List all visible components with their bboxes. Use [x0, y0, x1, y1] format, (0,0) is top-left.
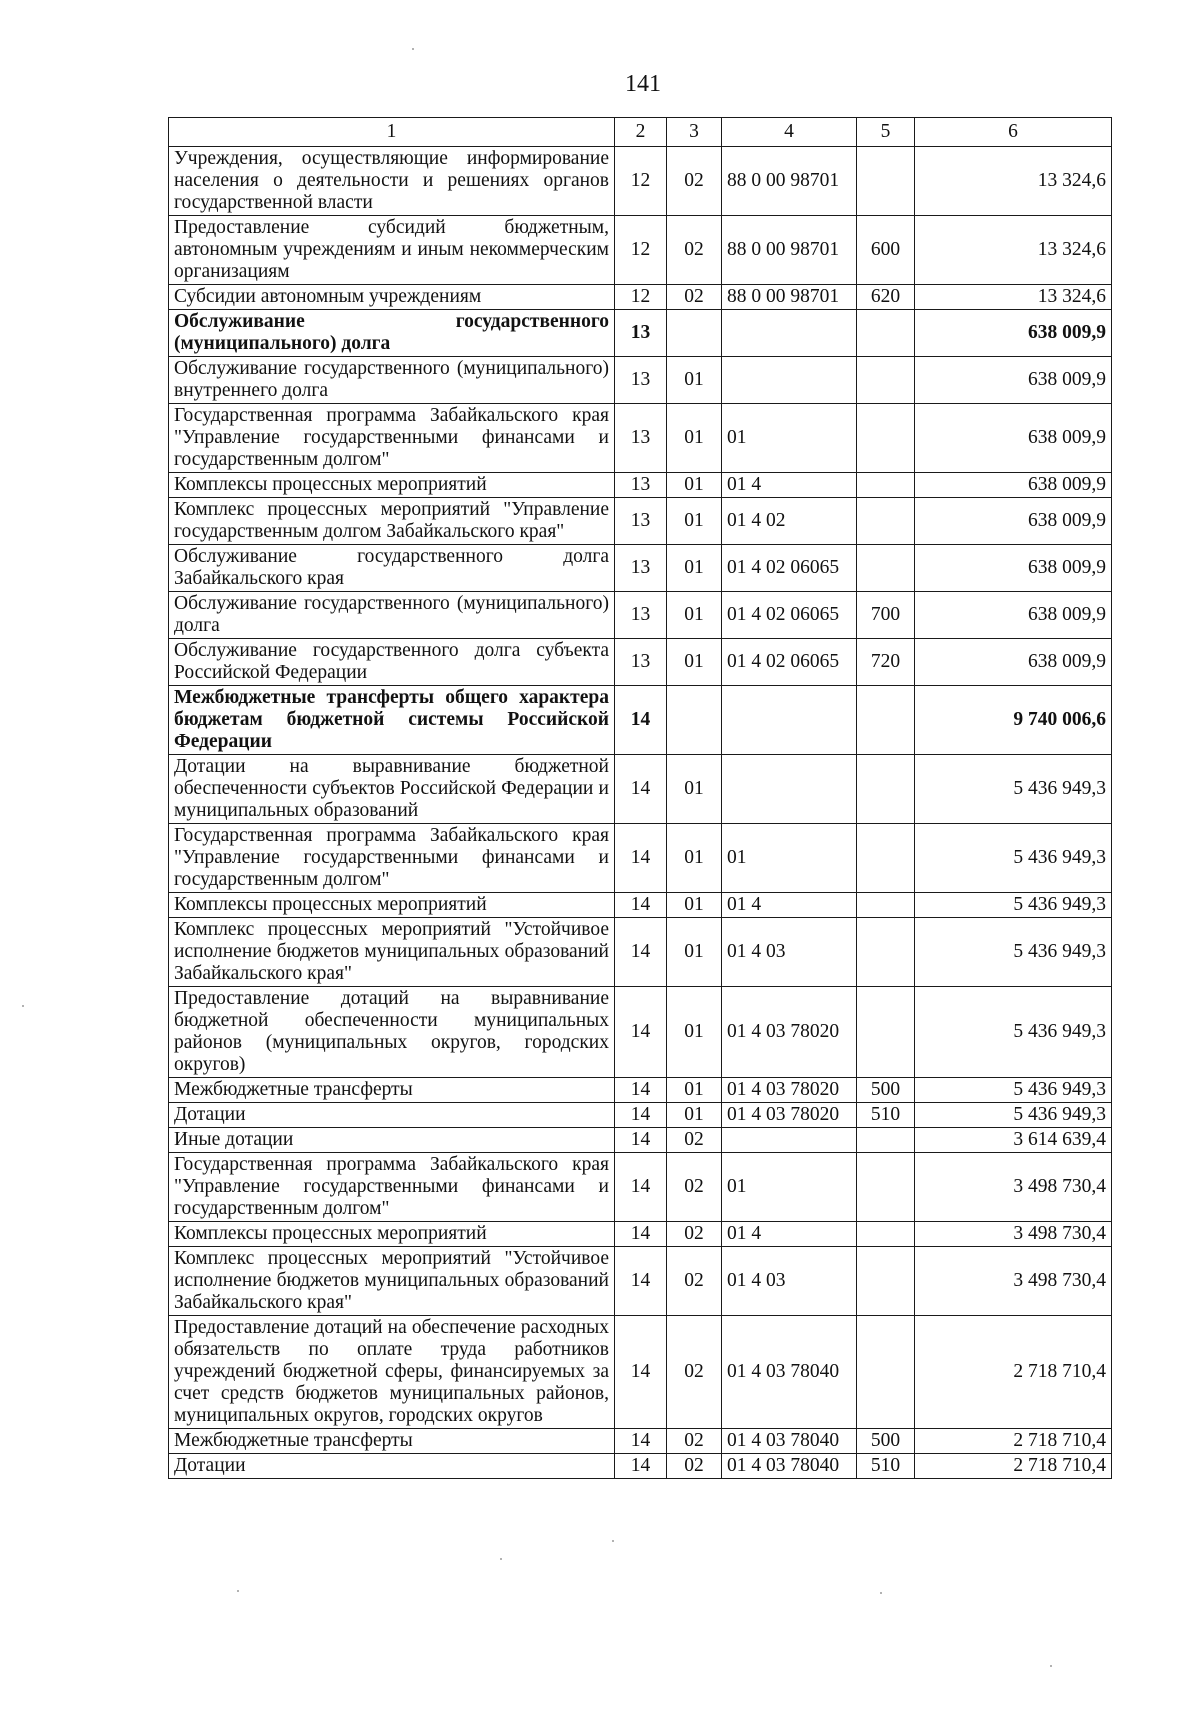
- table-row: [169, 357, 1112, 404]
- row-name: Межбюджетные трансферты: [169, 1078, 615, 1103]
- row-expense-type: 510: [857, 1454, 915, 1479]
- row-expense-type: [857, 1247, 915, 1316]
- row-subsection: 01: [667, 357, 722, 404]
- row-expense-type: [857, 824, 915, 893]
- row-section: 14: [615, 1078, 667, 1103]
- scan-speck: [22, 1005, 24, 1007]
- row-section: 12: [615, 216, 667, 285]
- row-subsection: 01: [667, 918, 722, 987]
- row-subsection: 01: [667, 404, 722, 473]
- row-expense-type: 500: [857, 1429, 915, 1454]
- row-target-article: 01 4 02 06065: [722, 545, 857, 592]
- row-name: Предоставление дотаций на выравнивание бюджетной обеспеченности муниципальных районов (муниципальных округов, городских округов): [169, 987, 615, 1078]
- row-amount: 638 009,9: [915, 498, 1112, 545]
- row-section: 14: [615, 1316, 667, 1429]
- row-expense-type: [857, 1128, 915, 1153]
- row-section: 12: [615, 285, 667, 310]
- row-expense-type: 700: [857, 592, 915, 639]
- row-amount: 638 009,9: [915, 357, 1112, 404]
- table-row: [169, 473, 1112, 498]
- scan-speck: [612, 1540, 614, 1542]
- row-amount: 3 498 730,4: [915, 1153, 1112, 1222]
- row-target-article: [722, 686, 857, 755]
- row-target-article: [722, 310, 857, 357]
- row-section: 14: [615, 893, 667, 918]
- budget-table: [168, 117, 1112, 1479]
- row-subsection: 01: [667, 498, 722, 545]
- row-section: 13: [615, 473, 667, 498]
- row-target-article: 01 4 03 78020: [722, 987, 857, 1078]
- row-section: 14: [615, 1247, 667, 1316]
- table-row: [169, 639, 1112, 686]
- row-name: Иные дотации: [169, 1128, 615, 1153]
- row-name: Государственная программа Забайкальского края "Управление государственными финансами и государственным долгом": [169, 1153, 615, 1222]
- row-subsection: 01: [667, 1078, 722, 1103]
- row-expense-type: [857, 357, 915, 404]
- table-row: [169, 755, 1112, 824]
- scan-speck: [500, 1558, 502, 1560]
- row-expense-type: [857, 473, 915, 498]
- row-name: Комплекс процессных мероприятий "Устойчивое исполнение бюджетов муниципальных образований Забайкальского края": [169, 918, 615, 987]
- row-subsection: 02: [667, 1454, 722, 1479]
- row-target-article: 01: [722, 404, 857, 473]
- scan-speck: [412, 48, 414, 50]
- header-row: [169, 118, 1112, 147]
- row-amount: 5 436 949,3: [915, 824, 1112, 893]
- row-section: 14: [615, 918, 667, 987]
- row-target-article: 01 4: [722, 1222, 857, 1247]
- row-expense-type: [857, 686, 915, 755]
- row-expense-type: [857, 1153, 915, 1222]
- row-expense-type: 620: [857, 285, 915, 310]
- row-name: Обслуживание государственного (муниципального) долга: [169, 592, 615, 639]
- row-subsection: 01: [667, 824, 722, 893]
- row-target-article: 01: [722, 1153, 857, 1222]
- row-amount: 638 009,9: [915, 404, 1112, 473]
- row-section: 13: [615, 639, 667, 686]
- row-subsection: 01: [667, 639, 722, 686]
- row-subsection: 01: [667, 592, 722, 639]
- row-name: Обслуживание государственного (муниципального) долга: [169, 310, 615, 357]
- row-amount: 638 009,9: [915, 592, 1112, 639]
- row-name: Комплексы процессных мероприятий: [169, 893, 615, 918]
- row-amount: 13 324,6: [915, 216, 1112, 285]
- row-name: Комплекс процессных мероприятий "Устойчивое исполнение бюджетов муниципальных образований Забайкальского края": [169, 1247, 615, 1316]
- row-amount: 638 009,9: [915, 639, 1112, 686]
- row-subsection: 02: [667, 285, 722, 310]
- row-target-article: 01 4 02 06065: [722, 592, 857, 639]
- row-subsection: 01: [667, 473, 722, 498]
- header-col-2: 2: [615, 118, 667, 147]
- row-section: 14: [615, 824, 667, 893]
- row-subsection: 01: [667, 755, 722, 824]
- row-amount: 3 498 730,4: [915, 1222, 1112, 1247]
- row-subsection: 02: [667, 1247, 722, 1316]
- table-row: [169, 1078, 1112, 1103]
- page-number: 141: [625, 71, 661, 97]
- table-row: [169, 987, 1112, 1078]
- row-target-article: 01 4 03 78020: [722, 1078, 857, 1103]
- row-expense-type: [857, 498, 915, 545]
- row-expense-type: 510: [857, 1103, 915, 1128]
- row-section: 13: [615, 310, 667, 357]
- row-section: 14: [615, 1222, 667, 1247]
- row-expense-type: 600: [857, 216, 915, 285]
- row-amount: 5 436 949,3: [915, 755, 1112, 824]
- row-section: 14: [615, 987, 667, 1078]
- row-section: 14: [615, 755, 667, 824]
- table-row: [169, 498, 1112, 545]
- row-expense-type: [857, 1316, 915, 1429]
- row-section: 12: [615, 147, 667, 216]
- row-target-article: 01 4 03 78040: [722, 1429, 857, 1454]
- row-section: 13: [615, 357, 667, 404]
- row-name: Обслуживание государственного (муниципального) внутреннего долга: [169, 357, 615, 404]
- row-subsection: [667, 686, 722, 755]
- row-target-article: 01 4 02 06065: [722, 639, 857, 686]
- row-target-article: 01 4 03 78040: [722, 1454, 857, 1479]
- table-row: [169, 404, 1112, 473]
- row-subsection: 02: [667, 1153, 722, 1222]
- header-col-1: 1: [169, 118, 615, 147]
- table-row: [169, 285, 1112, 310]
- row-expense-type: [857, 755, 915, 824]
- row-amount: 9 740 006,6: [915, 686, 1112, 755]
- row-target-article: [722, 755, 857, 824]
- row-subsection: 02: [667, 1128, 722, 1153]
- scan-speck: [1050, 1665, 1052, 1667]
- row-section: 14: [615, 686, 667, 755]
- row-amount: 638 009,9: [915, 473, 1112, 498]
- row-name: Обслуживание государственного долга Забайкальского края: [169, 545, 615, 592]
- row-name: Комплексы процессных мероприятий: [169, 473, 615, 498]
- table-row: [169, 1222, 1112, 1247]
- row-target-article: 01 4 03: [722, 1247, 857, 1316]
- table-row: [169, 1103, 1112, 1128]
- table-row: [169, 310, 1112, 357]
- row-target-article: 88 0 00 98701: [722, 147, 857, 216]
- table-row: [169, 592, 1112, 639]
- row-section: 13: [615, 498, 667, 545]
- table-row: [169, 216, 1112, 285]
- table-row: [169, 1454, 1112, 1479]
- header-col-5: 5: [857, 118, 915, 147]
- row-amount: 638 009,9: [915, 545, 1112, 592]
- row-amount: 5 436 949,3: [915, 987, 1112, 1078]
- row-amount: 13 324,6: [915, 147, 1112, 216]
- table-row: [169, 1247, 1112, 1316]
- row-expense-type: [857, 987, 915, 1078]
- table-row: [169, 893, 1112, 918]
- scan-speck: [880, 1592, 882, 1594]
- row-amount: 5 436 949,3: [915, 1103, 1112, 1128]
- row-name: Субсидии автономным учреждениям: [169, 285, 615, 310]
- row-expense-type: [857, 545, 915, 592]
- row-subsection: 01: [667, 1103, 722, 1128]
- row-amount: 2 718 710,4: [915, 1429, 1112, 1454]
- row-section: 13: [615, 545, 667, 592]
- row-section: 14: [615, 1429, 667, 1454]
- row-name: Комплекс процессных мероприятий "Управление государственным долгом Забайкальского края": [169, 498, 615, 545]
- row-expense-type: [857, 310, 915, 357]
- table-row: [169, 147, 1112, 216]
- row-name: Дотации: [169, 1103, 615, 1128]
- row-target-article: [722, 1128, 857, 1153]
- table-row: [169, 1429, 1112, 1454]
- row-expense-type: 500: [857, 1078, 915, 1103]
- row-expense-type: [857, 893, 915, 918]
- row-section: 13: [615, 404, 667, 473]
- row-name: Учреждения, осуществляющие информирование населения о деятельности и решениях органов государственной власти: [169, 147, 615, 216]
- row-name: Предоставление субсидий бюджетным, автономным учреждениям и иным некоммерческим организациям: [169, 216, 615, 285]
- row-amount: 3 498 730,4: [915, 1247, 1112, 1316]
- row-name: Предоставление дотаций на обеспечение расходных обязательств по оплате труда работников учреждений бюджетной сферы, финансируемых за счет средств бюджетов муниципальных районов, муниципальных округов, городских округов: [169, 1316, 615, 1429]
- row-amount: 3 614 639,4: [915, 1128, 1112, 1153]
- row-subsection: 01: [667, 893, 722, 918]
- table-row: [169, 545, 1112, 592]
- row-amount: 5 436 949,3: [915, 918, 1112, 987]
- row-subsection: 02: [667, 1316, 722, 1429]
- row-amount: 5 436 949,3: [915, 1078, 1112, 1103]
- row-subsection: 01: [667, 987, 722, 1078]
- row-name: Государственная программа Забайкальского края "Управление государственными финансами и государственным долгом": [169, 404, 615, 473]
- row-name: Дотации: [169, 1454, 615, 1479]
- table-body: [169, 147, 1112, 1479]
- row-expense-type: 720: [857, 639, 915, 686]
- row-expense-type: [857, 1222, 915, 1247]
- row-amount: 638 009,9: [915, 310, 1112, 357]
- row-target-article: 01: [722, 824, 857, 893]
- row-target-article: 01 4 03: [722, 918, 857, 987]
- row-subsection: 02: [667, 147, 722, 216]
- row-expense-type: [857, 404, 915, 473]
- row-section: 14: [615, 1153, 667, 1222]
- header-col-6: 6: [915, 118, 1112, 147]
- row-section: 13: [615, 592, 667, 639]
- row-name: Государственная программа Забайкальского края "Управление государственными финансами и государственным долгом": [169, 824, 615, 893]
- row-name: Комплексы процессных мероприятий: [169, 1222, 615, 1247]
- row-section: 14: [615, 1103, 667, 1128]
- row-target-article: 01 4 03 78040: [722, 1316, 857, 1429]
- table-row: [169, 824, 1112, 893]
- table-row: [169, 1316, 1112, 1429]
- row-name: Межбюджетные трансферты общего характера бюджетам бюджетной системы Российской Федерации: [169, 686, 615, 755]
- row-target-article: 01 4 02: [722, 498, 857, 545]
- row-name: Обслуживание государственного долга субъекта Российской Федерации: [169, 639, 615, 686]
- table-row: [169, 1153, 1112, 1222]
- scan-speck: [237, 1590, 239, 1592]
- row-subsection: 01: [667, 545, 722, 592]
- row-section: 14: [615, 1454, 667, 1479]
- row-amount: 2 718 710,4: [915, 1454, 1112, 1479]
- header-col-4: 4: [722, 118, 857, 147]
- header-col-3: 3: [667, 118, 722, 147]
- row-subsection: 02: [667, 216, 722, 285]
- row-target-article: 01 4: [722, 893, 857, 918]
- row-target-article: 88 0 00 98701: [722, 216, 857, 285]
- row-name: Межбюджетные трансферты: [169, 1429, 615, 1454]
- row-target-article: 01 4 03 78020: [722, 1103, 857, 1128]
- row-amount: 2 718 710,4: [915, 1316, 1112, 1429]
- row-target-article: 01 4: [722, 473, 857, 498]
- row-name: Дотации на выравнивание бюджетной обеспеченности субъектов Российской Федерации и муниципальных образований: [169, 755, 615, 824]
- row-amount: 5 436 949,3: [915, 893, 1112, 918]
- table-header: [169, 118, 1112, 147]
- row-expense-type: [857, 147, 915, 216]
- row-subsection: 02: [667, 1429, 722, 1454]
- table-row: [169, 686, 1112, 755]
- row-target-article: [722, 357, 857, 404]
- table-row: [169, 1128, 1112, 1153]
- row-section: 14: [615, 1128, 667, 1153]
- row-amount: 13 324,6: [915, 285, 1112, 310]
- table-row: [169, 918, 1112, 987]
- row-subsection: [667, 310, 722, 357]
- row-subsection: 02: [667, 1222, 722, 1247]
- row-target-article: 88 0 00 98701: [722, 285, 857, 310]
- row-expense-type: [857, 918, 915, 987]
